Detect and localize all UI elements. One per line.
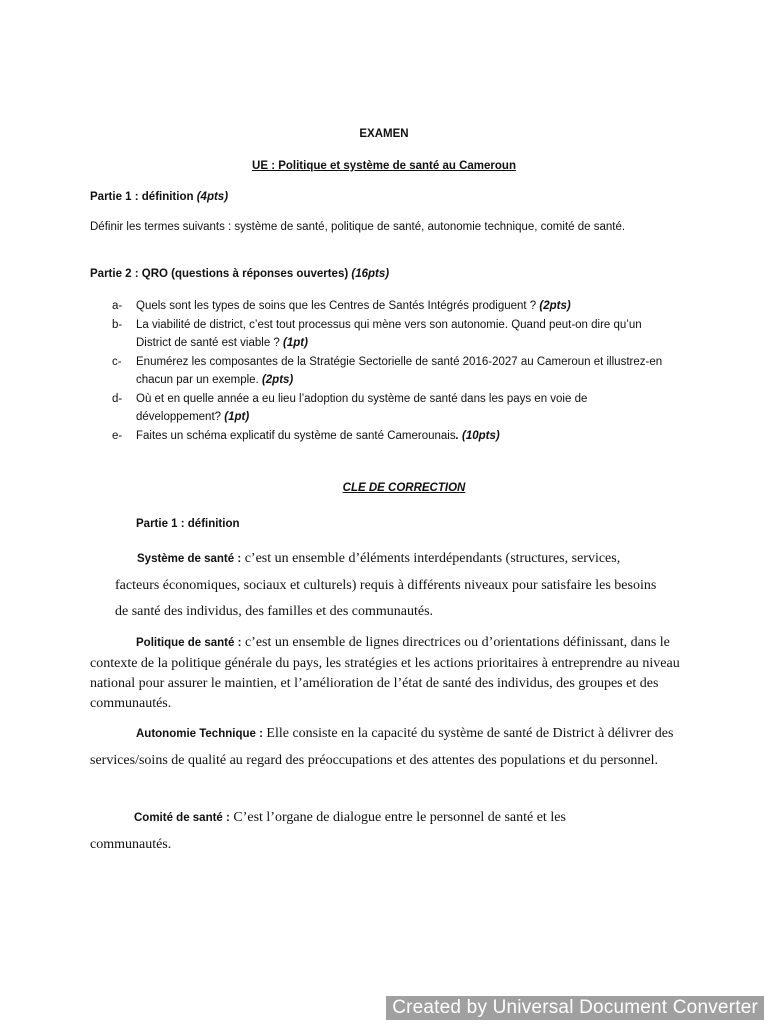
question-text: Faites un schéma explicatif du système de santé Camerounais [136, 430, 456, 442]
question-marker: a- [112, 300, 123, 312]
definition-block [115, 545, 660, 624]
part1-heading-label: Partie 1 : définition [90, 191, 197, 203]
question-text: Enumérez les composantes de la Stratégie Sectorielle de santé 2016-2027 au Cameroun et illustrez-en chacun par un exemple. [136, 356, 663, 386]
part2-points: (16pts) [351, 268, 390, 280]
question-points: . (10pts) [455, 430, 500, 442]
definition-block [90, 720, 690, 774]
definition-term: Système de santé : [137, 553, 242, 565]
question-marker: d- [112, 393, 123, 405]
question-marker: e- [112, 430, 123, 442]
question-item [90, 390, 666, 426]
question-text: La viabilité de district, c’est tout processus qui mène vers son autonomie. Quand peut-on dire qu’un District de santé est viable ? [136, 319, 642, 349]
watermark: Created by Universal Document Converter [386, 996, 764, 1020]
question-points: (2pts) [539, 300, 571, 312]
part1-heading [90, 191, 228, 203]
definition-term: Comité de santé : [134, 812, 230, 824]
question-points: (1pt) [224, 411, 250, 423]
part2-heading-label: Partie 2 : QRO (questions à réponses ouvertes) [90, 268, 352, 280]
definition-text: c’est un ensemble d’éléments interdépendants (structures, services, facteurs économiques, sociaux et culturels) requis à différents niveaux pour satisfaire les besoins de santé des individus, des familles et des communautés. [115, 551, 657, 619]
definition-term: Politique de santé : [136, 637, 242, 649]
exam-title: EXAMEN [359, 128, 409, 140]
definition-block [90, 804, 610, 857]
question-item [90, 353, 681, 389]
question-item [90, 427, 690, 445]
definition-block [90, 632, 700, 713]
question-text: Où et en quelle année a eu lieu l’adoption du système de santé dans les pays en voie de développement? [136, 393, 588, 423]
question-item [90, 297, 690, 315]
question-points: (2pts) [261, 374, 294, 386]
part1-points: (4pts) [196, 191, 229, 203]
definition-text: Elle consiste en la capacité du système de santé de District à délivrer des services/soins de qualité au regard des préoccupations et des attentes des populations et du personnel. [90, 726, 674, 768]
question-list [90, 297, 690, 445]
correction-part1-heading: Partie 1 : définition [136, 518, 240, 530]
definition-term: Autonomie Technique : [136, 728, 263, 740]
correction-title: CLE DE CORRECTION [342, 482, 466, 494]
question-marker: c- [112, 356, 122, 368]
definition-text: c’est un ensemble de lignes directrices ou d’orientations définissant, dans le contexte de la politique générale du pays, les stratégies et les actions prioritaires à entreprendre au niveau national pour assurer le maintien, et l’amélioration de l’état de santé des individus, des groupes et des communautés. [90, 635, 680, 711]
exam-subtitle: UE : Politique et système de santé au Cameroun [252, 160, 516, 172]
part1-instructions: Définir les termes suivants : système de santé, politique de santé, autonomie technique, comité de santé. [90, 221, 626, 233]
question-item [90, 316, 671, 352]
question-points: (1pt) [283, 337, 308, 349]
question-text: Quels sont les types de soins que les Centres de Santés Intégrés prodiguent ? [136, 300, 540, 312]
definition-text: C’est l’organe de dialogue entre le personnel de santé et les communautés. [90, 810, 566, 852]
part2-heading [90, 268, 389, 280]
question-marker: b- [112, 319, 123, 331]
